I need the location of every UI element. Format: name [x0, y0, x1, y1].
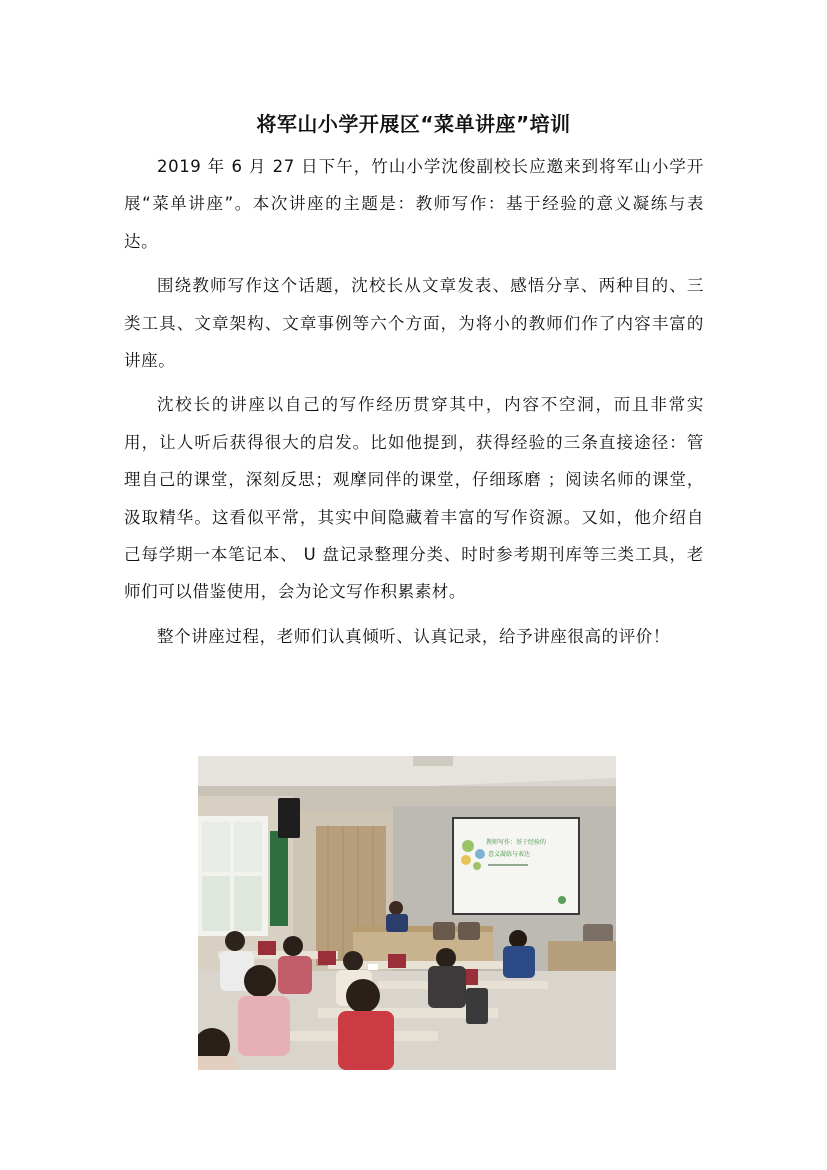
slide-line-1: 教师写作：基于经验的: [486, 839, 547, 846]
paragraph-1: 2019 年 6 月 27 日下午，竹山小学沈俊副校长应邀来到将军山小学开展“菜单讲座”。本次讲座的主题是：教师写作：基于经验的意义凝练与表达。: [124, 157, 704, 251]
slide-line-2: 意义凝练与表达: [488, 851, 531, 858]
document-title: 将军山小学开展区“菜单讲座”培训: [256, 112, 571, 136]
paragraph-4: 整个讲座过程，老师们认真倾听、认真记录，给予讲座很高的评价！: [157, 626, 670, 646]
document-body: [124, 148, 704, 655]
paragraph-2: 围绕教师写作这个话题，沈校长从文章发表、感悟分享、两种目的、三类工具、文章架构、文章事例等六个方面，为将小的教师们作了内容丰富的讲座。: [124, 276, 704, 371]
paragraph-3: 沈校长的讲座以自己的写作经历贯穿其中，内容不空洞，而且非常实用，让人听后获得很大的启发。比如他提到，获得经验的三条直接途径：管理自己的课堂，深刻反思；观摩同伴的课堂，仔细琢磨 ；阅读名师的课堂，汲取精华。这看似平常，其实中间隐藏着丰富的写作资源。又如，他介绍自己每学期一本笔记本、 U 盘记录整理分类、时时参考期刊库等三类工具，老师们可以借鉴使用，会为论文写作积累素材。: [124, 395, 704, 602]
lecture-photo: [198, 756, 616, 1070]
